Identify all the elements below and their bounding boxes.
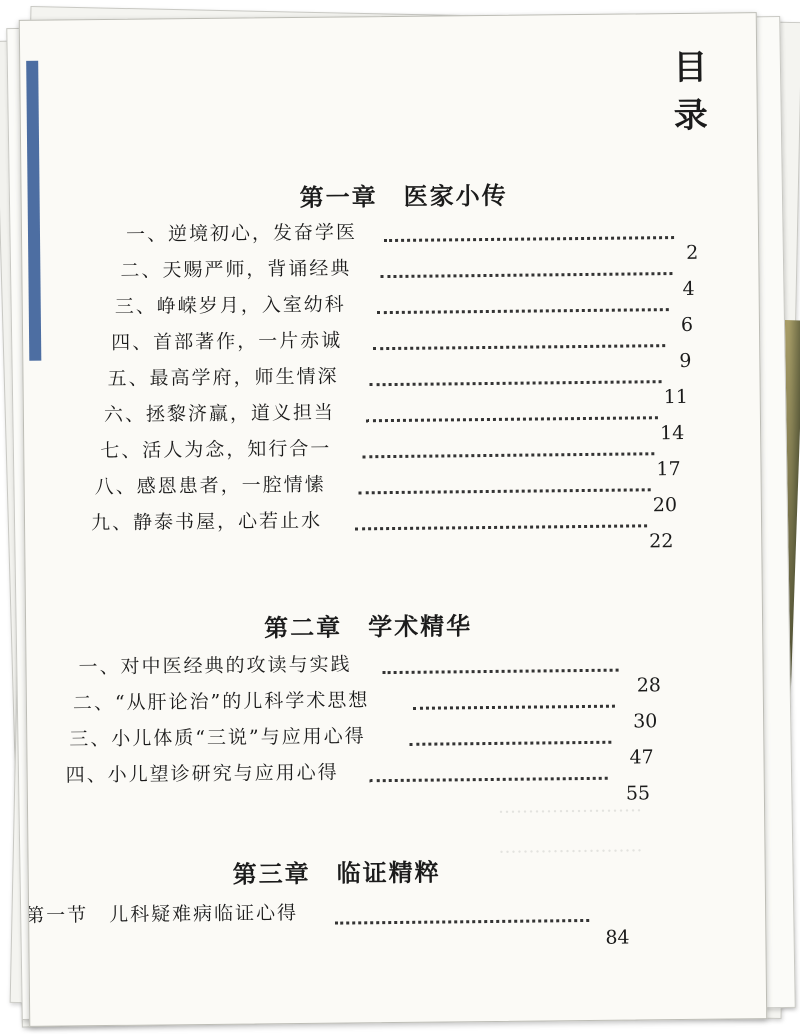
entry-page: 14 bbox=[659, 421, 685, 445]
toc-entry[interactable] bbox=[25, 893, 765, 949]
entry-page: 4 bbox=[682, 277, 695, 300]
entry-title: 九、静泰书屋，心若止水 bbox=[90, 509, 323, 535]
toc-entry[interactable] bbox=[26, 645, 762, 697]
dot-leader bbox=[362, 452, 654, 458]
toc-entry[interactable] bbox=[25, 501, 761, 553]
toc-entry[interactable] bbox=[24, 429, 760, 481]
dot-leader bbox=[335, 919, 589, 925]
dot-leader bbox=[366, 416, 658, 422]
entry-page: 6 bbox=[680, 313, 694, 336]
dot-leader bbox=[370, 380, 662, 386]
entry-title: 五、最高学府，师生情深 bbox=[107, 365, 339, 390]
toc-entry[interactable] bbox=[27, 681, 763, 733]
entry-title: 四、小儿望诊研究与应用心得 bbox=[65, 761, 339, 787]
entry-title: 四、首部著作，一片赤诚 bbox=[111, 329, 343, 354]
toc-entry[interactable] bbox=[28, 753, 764, 805]
dot-leader bbox=[384, 236, 674, 242]
toc-entry[interactable] bbox=[22, 213, 758, 264]
entry-page: 55 bbox=[625, 782, 651, 805]
entry-page: 22 bbox=[649, 530, 674, 553]
dot-leader bbox=[359, 488, 651, 494]
chapter-title: 第三章 临证精粹 bbox=[232, 857, 441, 889]
toc-entry[interactable] bbox=[24, 465, 760, 517]
entry-page: 2 bbox=[686, 241, 699, 264]
toc-entry[interactable] bbox=[27, 717, 763, 769]
toc-entry[interactable] bbox=[23, 321, 759, 372]
toc-entry[interactable] bbox=[22, 249, 758, 300]
entry-page: 84 bbox=[605, 926, 630, 949]
dot-leader bbox=[373, 344, 665, 350]
entry-page: 30 bbox=[633, 710, 658, 733]
show-through-text: …………………… bbox=[498, 844, 643, 867]
toc-title-char: 录 bbox=[673, 95, 708, 137]
entry-title: 三、小儿体质“三说”与应用心得 bbox=[69, 725, 366, 751]
entry-page: 47 bbox=[629, 746, 654, 769]
toc-entry[interactable] bbox=[24, 393, 760, 445]
entry-title: 第一节 儿科疑难病临证心得 bbox=[25, 902, 299, 927]
dot-leader bbox=[377, 308, 669, 314]
entry-page: 11 bbox=[663, 385, 689, 409]
entry-title: 二、“从肝论治”的儿科学术思想 bbox=[72, 689, 370, 715]
toc-title bbox=[660, 44, 721, 141]
chapter-title: 第二章 学术精华 bbox=[263, 611, 473, 643]
dot-leader bbox=[380, 272, 672, 278]
toc-page bbox=[19, 12, 768, 1027]
dot-leader bbox=[409, 741, 611, 746]
toc-title-char: 目 bbox=[673, 47, 708, 89]
chapter-title: 第一章 医家小传 bbox=[299, 180, 508, 212]
entry-page: 9 bbox=[679, 349, 692, 372]
toc-entry[interactable] bbox=[23, 357, 759, 409]
entry-title: 二、天赐严师，背诵经典 bbox=[120, 257, 352, 282]
entry-title: 一、逆境初心，发奋学医 bbox=[125, 221, 358, 246]
entry-title: 三、峥嵘岁月，入室幼科 bbox=[114, 293, 346, 318]
show-through-text: …………………… bbox=[498, 804, 643, 827]
entry-title: 六、拯黎济羸，道义担当 bbox=[103, 401, 336, 427]
dot-leader bbox=[355, 524, 647, 530]
dot-leader bbox=[383, 669, 619, 674]
toc-entry[interactable] bbox=[23, 285, 759, 336]
dot-leader bbox=[413, 705, 615, 710]
entry-title: 一、对中医经典的攻读与实践 bbox=[78, 653, 352, 679]
entry-page: 17 bbox=[656, 457, 681, 481]
entry-title: 七、活人为念，知行合一 bbox=[100, 437, 332, 463]
dot-leader bbox=[370, 777, 608, 782]
entry-page: 28 bbox=[636, 674, 662, 697]
entry-title: 八、感恩患者，一腔情愫 bbox=[94, 473, 326, 499]
entry-page: 20 bbox=[652, 494, 678, 517]
